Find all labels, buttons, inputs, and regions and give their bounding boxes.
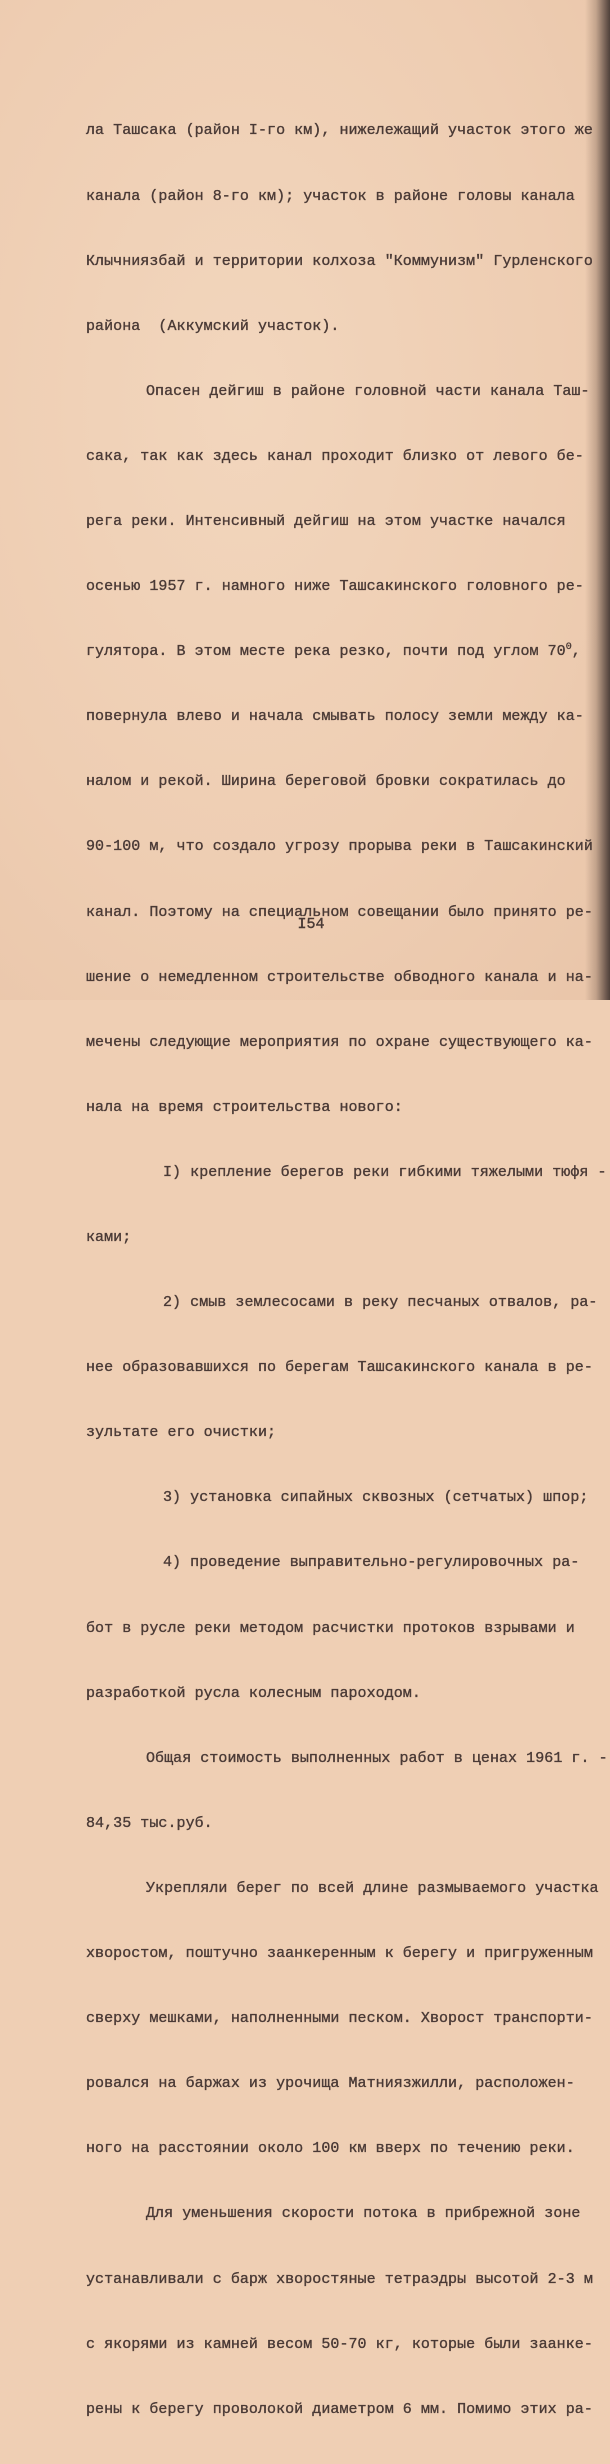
- degree-superscript: 0: [565, 642, 572, 654]
- text-line: Клычниязбай и территории колхоза "Коммунизм" Гурленского: [86, 252, 593, 270]
- text-line: 90-100 м, что создало угрозу прорыва реки в Ташсакинский: [86, 838, 593, 856]
- text-line: ровался на баржах из урочища Матниязжилли, расположен-: [86, 2075, 575, 2093]
- text-line: нала на время строительства нового:: [86, 1098, 403, 1116]
- line-text-suffix: ,: [571, 643, 581, 661]
- paragraph-start-line: Общая стоимость выполненных работ в ценах 1961 г. -: [146, 1749, 608, 1767]
- text-line: сверху мешками, наполненными песком. Хворост транспорти-: [86, 2010, 593, 2028]
- text-line: нее образовавшихся по берегам Ташсакинского канала в ре-: [86, 1359, 593, 1377]
- text-line: осенью 1957 г. намного ниже Ташсакинского головного ре-: [86, 578, 584, 596]
- text-line: рега реки. Интенсивный дейгиш на этом участке начался: [86, 512, 566, 530]
- paragraph-start-line: Укрепляли берег по всей длине размываемого участка: [146, 1879, 599, 1897]
- text-line: повернула влево и начала смывать полосу земли между ка-: [86, 708, 584, 726]
- line-text: гулятора. В этом месте река резко, почти под углом 70: [86, 643, 566, 661]
- list-item-2: 2) смыв землесосами в реку песчаных отвалов, ра-: [163, 1294, 598, 1312]
- paragraph-start-line: Для уменьшения скорости потока в прибрежной зоне: [146, 2205, 581, 2223]
- text-line: ками;: [86, 1229, 132, 1246]
- text-line: ного на расстоянии около 100 км вверх по течению реки.: [86, 2140, 575, 2158]
- text-line: сака, так как здесь канал проходит близко от левого бе-: [86, 447, 584, 465]
- text-line: разработкой русла колесным пароходом.: [86, 1684, 421, 1702]
- text-line: канала (район 8-го км); участок в районе головы канала: [86, 187, 575, 205]
- list-item-1: I) крепление берегов реки гибкими тяжелыми тюфя -: [163, 1163, 607, 1181]
- text-line: канал. Поэтому на специальном совещании было принято ре-: [86, 903, 593, 921]
- list-item-4: 4) проведение выправительно-регулировочных ра-: [163, 1554, 580, 1572]
- page-number: I54: [297, 916, 325, 933]
- paragraph-start-line: Опасен дейгиш в районе головной части канала Таш-: [146, 382, 590, 400]
- page-body-text: [86, 77, 608, 2464]
- text-line: 84,35 тыс.руб.: [86, 1814, 213, 1832]
- text-line: рены к берегу проволокой диаметром 6 мм. Помимо этих ра-: [86, 2400, 593, 2418]
- text-line: мечены следующие мероприятия по охране существующего ка-: [86, 1033, 593, 1051]
- text-line: с якорями из камней весом 50-70 кг, которые были заанке-: [86, 2335, 593, 2353]
- text-line: устанавливали с барж хворостяные тетраэдры высотой 2-3 м: [86, 2270, 593, 2288]
- text-line: бот в русле реки методом расчистки протоков взрывами и: [86, 1619, 575, 1637]
- text-line: [86, 641, 586, 663]
- text-line: зультате его очистки;: [86, 1424, 277, 1442]
- list-item-3: 3) установка сипайных сквозных (сетчатых) шпор;: [163, 1489, 589, 1507]
- text-line: района (Аккумский участок).: [86, 317, 340, 335]
- text-line: хворостом, поштучно заанкеренным к берегу и пригруженным: [86, 1945, 593, 1963]
- text-line: налом и рекой. Ширина береговой бровки сократилась до: [86, 773, 566, 791]
- text-line: шение о немедленном строительстве обводного канала и на-: [86, 968, 593, 986]
- text-line: ла Ташсака (район I-го км), нижележащий участок этого же: [86, 122, 593, 140]
